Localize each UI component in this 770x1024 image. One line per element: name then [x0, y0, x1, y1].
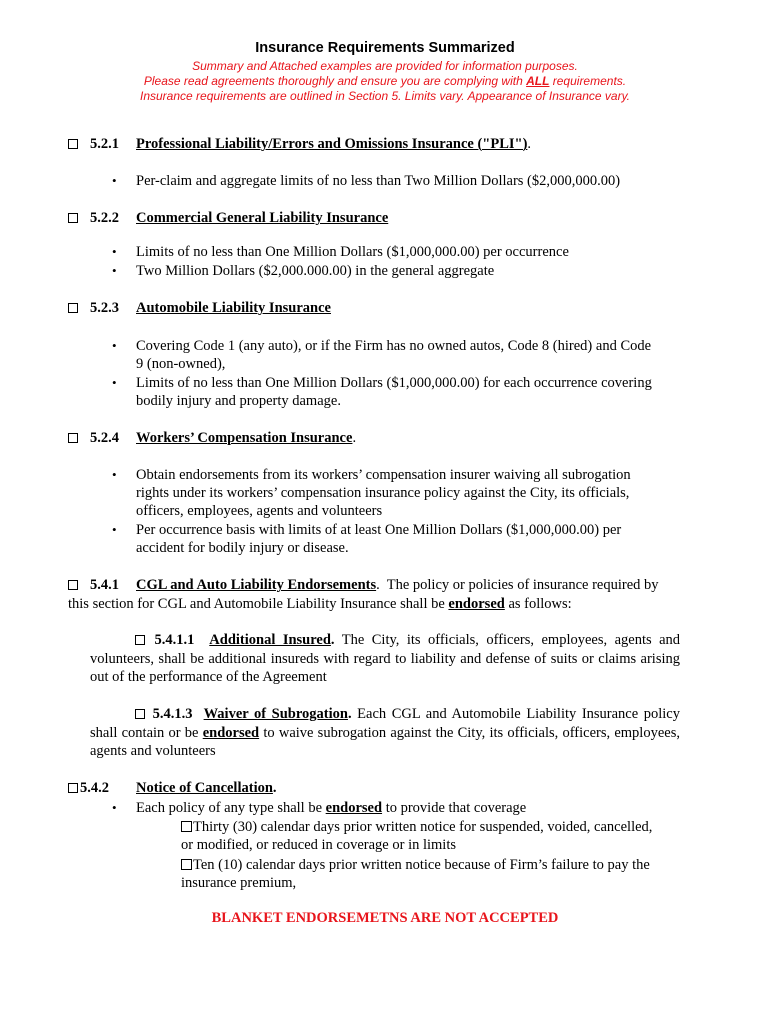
notice-option-30-days-line-2: or modified, or reduced in coverage or in limits: [181, 837, 457, 853]
bullet-icon: •: [112, 800, 117, 815]
section-5-4-1-3-number: 5.4.1.3: [152, 706, 193, 722]
section-5-4-1-3-checkbox[interactable]: [135, 709, 145, 719]
section-5-2-2-heading: Commercial General Liability Insurance: [136, 210, 389, 226]
section-5-2-4-bullet-2-line-2: accident for bodily injury or disease.: [136, 540, 349, 556]
section-5-2-3-heading: Automobile Liability Insurance: [136, 300, 331, 316]
section-5-2-3-bullet-1-line-1: Covering Code 1 (any auto), or if the Firm has no owned autos, Code 8 (hired) and Code: [136, 338, 652, 354]
endorsed-emphasis: endorsed: [325, 800, 383, 816]
section-5-2-3-bullet-2-line-2: bodily injury and property damage.: [136, 393, 341, 409]
section-5-2-1-number: 5.2.1: [90, 136, 119, 152]
section-5-2-4-checkbox-row: [68, 429, 80, 448]
bullet-icon: •: [112, 244, 117, 259]
section-5-2-4-bullet-1-line-3: officers, employees, agents and volunteers: [136, 503, 383, 519]
section-5-4-1-checkbox-row: [68, 576, 80, 595]
section-5-2-2-bullet-1: Limits of no less than One Million Dollars ($1,000,000.00) per occurrence: [136, 244, 569, 260]
section-5-2-4-number: 5.2.4: [90, 430, 119, 446]
section-5-4-2-heading: Notice of Cancellation.: [136, 780, 277, 796]
notice-10-days-checkbox[interactable]: [181, 859, 192, 870]
bullet-icon: •: [112, 263, 117, 278]
section-5-4-1-text-line-2: this section for CGL and Automobile Liability Insurance shall be endorsed as follows:: [68, 596, 572, 612]
section-5-2-2-bullet-2: Two Million Dollars ($2,000.000.00) in the general aggregate: [136, 263, 495, 279]
section-5-2-1-heading: Professional Liability/Errors and Omissions Insurance ("PLI").: [136, 136, 532, 152]
notice-30-days-checkbox[interactable]: [181, 821, 192, 832]
section-5-2-4-bullet-1-line-2: rights under its workers’ compensation insurance policy against the City, its officials,: [136, 485, 630, 501]
section-5-4-1-3-text-post: to waive subrogation against the City, its officials, officers, employees, agents and volunteers: [90, 724, 680, 759]
section-5-4-1-heading: CGL and Auto Liability Endorsements. The policy or policies of insurance required by: [136, 577, 659, 593]
section-5-4-1-3-text-pre: Each CGL and Automobile Liability Insurance policy shall contain or be: [90, 706, 680, 741]
section-5-2-2-checkbox-row: [68, 209, 80, 228]
notice-option-30-days: Thirty (30) calendar days prior written notice for suspended, voided, cancelled,: [181, 818, 652, 837]
info-note-2-pre: Please read agreements thoroughly and ensure you are complying with: [143, 74, 527, 88]
section-5-2-3-checkbox-row: [68, 299, 80, 318]
page-title: Insurance Requirements Summarized: [255, 40, 515, 56]
bullet-icon: •: [112, 173, 117, 188]
notice-option-10-days-line-2: insurance premium,: [181, 875, 297, 891]
section-5-4-1-3-paragraph: 5.4.1.3 Waiver of Subrogation. Each CGL and Automobile Liability Insurance policy shall contain or be endorsed to waive subrogation against the City, its officials, officers, employees, agents and volunteers: [90, 706, 680, 759]
section-5-2-3-number: 5.2.3: [90, 300, 119, 316]
section-5-2-3-checkbox[interactable]: [68, 303, 78, 313]
section-5-2-2-checkbox[interactable]: [68, 213, 78, 223]
section-5-4-2-number: 5.4.2: [80, 780, 109, 796]
section-5-4-1-1-heading: Additional Insured: [209, 632, 331, 648]
section-5-2-4-bullet-1-line-1: Obtain endorsements from its workers’ compensation insurer waiving all subrogation: [136, 467, 631, 483]
notice-option-10-days: Ten (10) calendar days prior written notice because of Firm’s failure to pay the: [181, 856, 650, 875]
endorsed-emphasis: endorsed: [202, 724, 260, 741]
info-note-1: Summary and Attached examples are provided for information purposes.: [192, 59, 578, 73]
section-5-2-2-number: 5.2.2: [90, 210, 119, 226]
section-5-4-2-bullet-1: Each policy of any type shall be endorsed to provide that coverage: [136, 800, 527, 816]
section-5-2-1-checkbox[interactable]: [68, 139, 78, 149]
endorsed-emphasis: endorsed: [448, 596, 505, 612]
section-5-4-1-checkbox[interactable]: [68, 580, 78, 590]
bullet-icon: •: [112, 338, 117, 353]
section-5-2-1-bullet-1: Per-claim and aggregate limits of no less than Two Million Dollars ($2,000,000.00): [136, 173, 621, 189]
all-emphasis: ALL: [526, 74, 550, 88]
section-5-4-2-checkbox-row: [68, 779, 109, 798]
section-5-4-1-1-paragraph: 5.4.1.1 Additional Insured. The City, its officials, officers, employees, agents and volunteers, shall be additional insureds with regard to liability and defense of suits or claims arising out of the performance of the Agreement: [90, 632, 681, 685]
section-5-2-4-bullet-2-line-1: Per occurrence basis with limits of at least One Million Dollars ($1,000,000.00) per: [136, 522, 622, 538]
info-note-2-post: requirements.: [549, 74, 627, 88]
section-5-4-1-3-heading: Waiver of Subrogation: [203, 706, 348, 722]
section-5-4-1-1-number: 5.4.1.1: [154, 632, 195, 648]
section-5-2-3-bullet-2-line-1: Limits of no less than One Million Dollars ($1,000,000.00) for each occurrence covering: [136, 375, 652, 391]
section-5-2-4-checkbox[interactable]: [68, 433, 78, 443]
section-5-4-1-1-checkbox[interactable]: [135, 635, 145, 645]
blanket-endorsement-warning: BLANKET ENDORSEMETNS ARE NOT ACCEPTED: [211, 910, 559, 926]
info-note-2: [0, 74, 770, 88]
section-5-4-2-checkbox[interactable]: [68, 783, 78, 793]
section-5-2-4-heading: Workers’ Compensation Insurance.: [136, 430, 357, 446]
section-5-4-1-number: 5.4.1: [90, 577, 119, 593]
bullet-icon: •: [112, 522, 117, 537]
section-5-2-1-checkbox-row: [68, 135, 80, 154]
bullet-icon: •: [112, 467, 117, 482]
section-5-2-3-bullet-1-line-2: 9 (non-owned),: [136, 356, 226, 372]
section-5-4-1-1-text: The City, its officials, officers, employees, agents and volunteers, shall be additional insureds with regard to liability and defense of suits or claims arising out of the performance of the Agreement: [90, 632, 681, 685]
info-note-3: Insurance requirements are outlined in Section 5. Limits vary. Appearance of Insurance vary.: [139, 89, 631, 103]
bullet-icon: •: [112, 375, 117, 390]
section-5-4-1-text-line-1: The policy or policies of insurance required by: [386, 577, 659, 593]
